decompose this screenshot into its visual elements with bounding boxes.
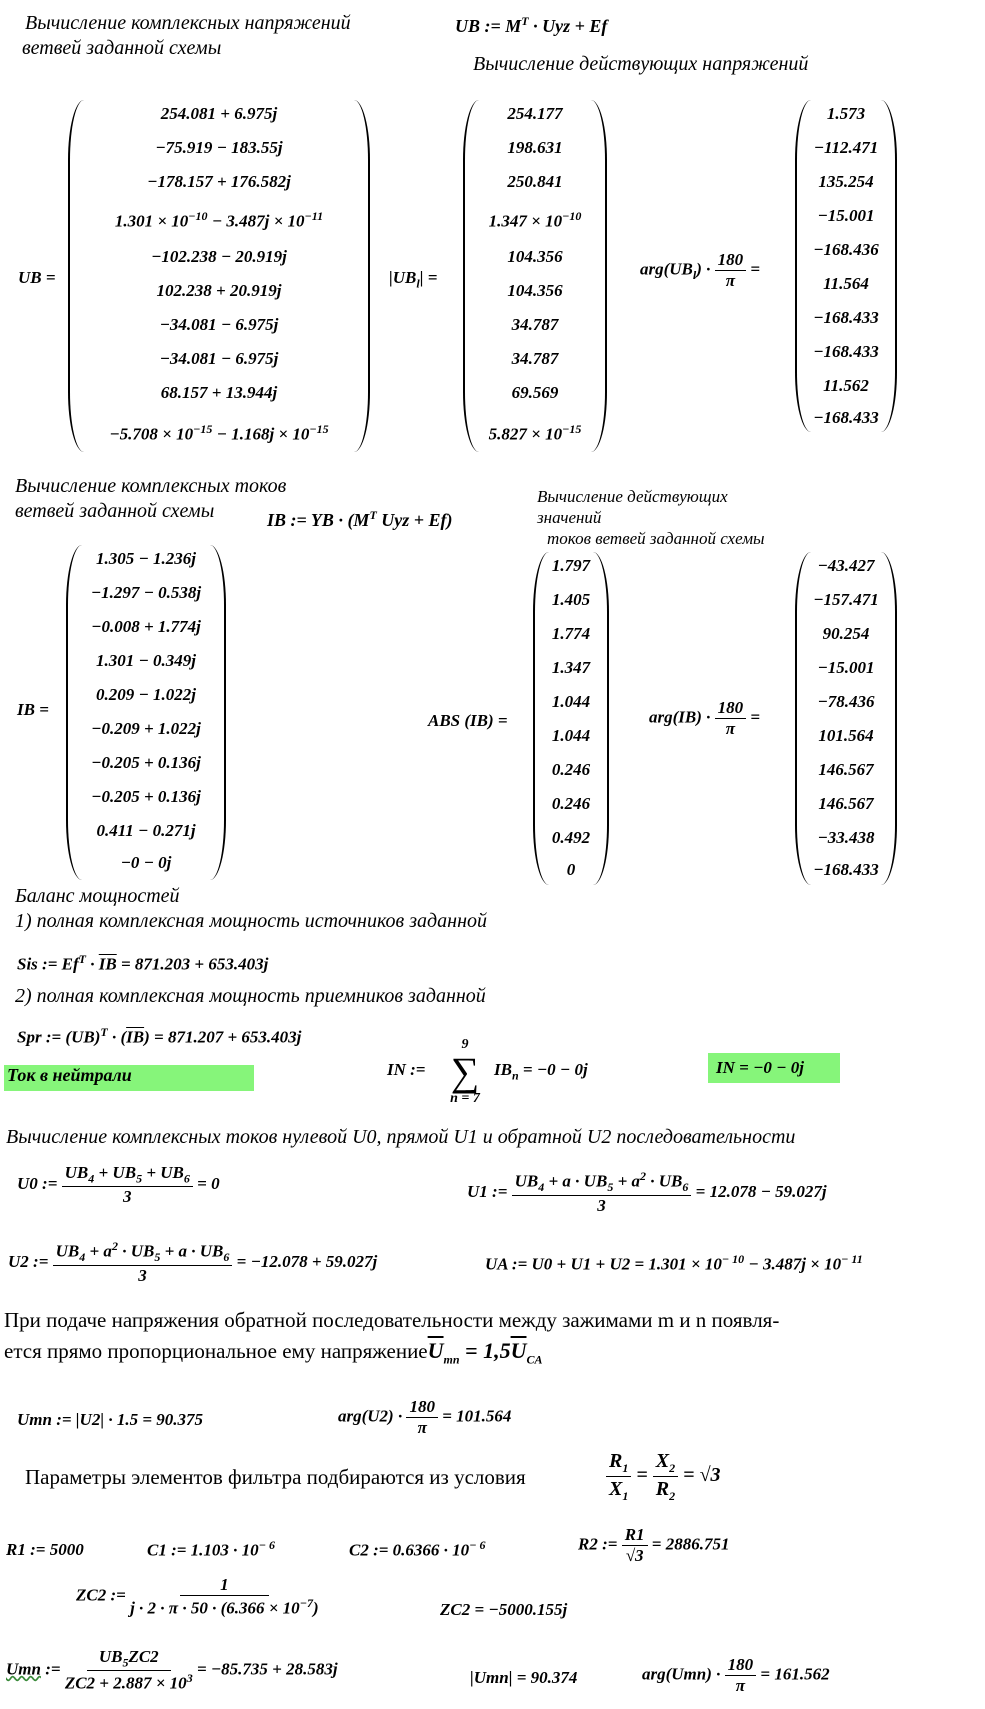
matrix-cell: 135.254 xyxy=(818,172,874,191)
in-hl-value: −0 − 0j xyxy=(753,1058,804,1077)
heading-neutral-current: Ток в нейтрали xyxy=(4,1065,254,1091)
matrix-cell: 0.246 xyxy=(551,794,591,813)
formula-ib-def: IB := YB · ($M^T$ Uyz + Ef) xyxy=(267,508,453,530)
matrix-cell: −168.433 xyxy=(813,342,879,361)
matrix-cell: −15.001 xyxy=(817,206,875,225)
matrix-cell: 101.564 xyxy=(818,726,874,745)
heading-power-balance: Баланс мощностей xyxy=(15,885,180,907)
matrix-cell: 68.157 + 13.944j xyxy=(160,383,278,402)
matrix-cell: 1.044 xyxy=(551,692,591,711)
paragraph-filter: Параметры элементов фильтра подбираются из условия xyxy=(25,1465,526,1489)
matrix-cell: 34.787 xyxy=(511,315,559,334)
matrix-cell: −168.433 xyxy=(813,408,879,427)
sis-value: 871.203 + 653.403j xyxy=(134,954,269,974)
matrix-ib-abs xyxy=(533,552,609,885)
formula-ub-def: UB := $M^T$ · Uyz + Ef xyxy=(455,14,608,36)
heading-source-power: 1) полная комплексная мощность источников заданной xyxy=(15,910,487,932)
heading-effective-currents-3: токов ветвей заданной схемы xyxy=(547,529,765,548)
matrix-cell: 0.209 − 1.022j xyxy=(95,685,197,704)
formula-spr: Spr := $(UB)^T \cdot (\overline{IB}) = 871.207 + 653.403j$ xyxy=(17,1025,302,1047)
formula-umn-2: Umn := $\frac{UB_5ZC2}{ZC2 + 2.887 \times 10^3}$ = −85.735 + 28.583j xyxy=(6,1647,338,1693)
matrix-cell: −157.471 xyxy=(813,590,879,609)
matrix-cell: $-5.708 \times 10^{-15} - 1.168j \times 10^{-15}$ xyxy=(109,422,329,444)
paragraph-reverse-seq-2: ется прямо пропорциональное ему $напряжение\overline{U}_{mn} = 1,5\overline{U}_{CA}$ xyxy=(4,1338,543,1367)
formula-arg-umn: arg(Umn) · $\frac{180}{\pi}$ = 161.562 xyxy=(642,1655,830,1695)
matrix-cell: 1.797 xyxy=(551,556,591,575)
matrix-cell: −34.081 − 6.975j xyxy=(159,315,279,334)
formula-u1: U1 := $\frac{UB_4 + a \cdot UB_5 + a^2 \cdot UB_6}{3}$ = 12.078 − 59.027j xyxy=(467,1169,827,1215)
label-ub-abs: $|UB_l|$ = xyxy=(389,268,438,291)
matrix-cell: −34.081 − 6.975j xyxy=(159,349,279,368)
matrix-cell: −33.438 xyxy=(817,828,875,847)
spr-value: 871.207 + 653.403j xyxy=(167,1027,302,1047)
heading-complex-currents-2: ветвей заданной схемы xyxy=(15,500,215,522)
matrix-cell: −43.427 xyxy=(817,556,875,575)
matrix-cell: 1.573 xyxy=(826,104,866,123)
matrix-cell: −168.436 xyxy=(813,240,879,259)
formula-c1: C1 := $1.103 \cdot 10^{- 6}$ xyxy=(147,1538,275,1560)
zc2-value: −5000.155j xyxy=(488,1600,568,1619)
label-ub: UB = xyxy=(18,268,56,287)
matrix-cell: $1.347 \times 10^{-10}$ xyxy=(488,209,582,231)
formula-u0: U0 := $\frac{UB_4 + UB_5 + UB_6}{3}$ = 0 xyxy=(17,1163,220,1207)
u0-value: 0 xyxy=(211,1174,220,1194)
matrix-cell: 0.246 xyxy=(551,760,591,779)
r2-value: 2886.751 xyxy=(665,1534,730,1554)
u2-value: −12.078 + 59.027j xyxy=(250,1252,378,1272)
matrix-cell: −102.238 − 20.919j xyxy=(151,247,287,266)
matrix-cell: 1.301 − 0.349j xyxy=(95,651,197,670)
formula-umn: Umn := |U2| · 1.5 = 90.375 xyxy=(17,1410,204,1429)
matrix-cell: 1.044 xyxy=(551,726,591,745)
matrix-cell: −1.297 − 0.538j xyxy=(90,583,202,602)
heading-complex-voltages-2: ветвей заданной схемы xyxy=(22,37,222,59)
matrix-cell: 90.254 xyxy=(822,624,870,643)
matrix-cell: −168.433 xyxy=(813,308,879,327)
label-ib-abs: ABS (IB) = xyxy=(428,711,508,730)
formula-zc2-def: ZC2 := $\frac{1}{j \cdot 2 \cdot \pi \cdot 50 \cdot (6.366 \times 10^{-7})}$ xyxy=(76,1575,319,1618)
matrix-ib-arg xyxy=(795,552,897,885)
arg-u2-value: 101.564 xyxy=(456,1406,512,1426)
matrix-cell: 11.562 xyxy=(823,376,869,395)
matrix-ib xyxy=(66,545,226,880)
matrix-ub-arg xyxy=(795,100,897,432)
umn-value: 90.375 xyxy=(156,1410,204,1429)
matrix-cell: 254.081 + 6.975j xyxy=(160,104,278,123)
matrix-cell: 102.238 + 20.919j xyxy=(156,281,282,300)
matrix-cell: −112.471 xyxy=(813,138,879,157)
matrix-ub-abs xyxy=(463,100,607,452)
label-ib-arg: arg(IB) · $\frac{180}{\pi}$ = xyxy=(649,698,761,738)
matrix-cell: −0.205 + 0.136j xyxy=(91,753,201,772)
formula-filter-condition: $\frac{R_1}{X_1}$ = $\frac{X_2}{R_2}$ = √3 xyxy=(606,1450,720,1503)
formula-in-sum: $IB_n = -0 - 0j$ xyxy=(494,1060,588,1083)
matrix-cell: 146.567 xyxy=(818,760,874,779)
formula-in-label: IN := xyxy=(387,1060,426,1079)
label-ub-arg: $arg(UB_l)$ · $\frac{180}{\pi}$ = xyxy=(640,250,761,290)
formula-arg-u2: arg(U2) · $\frac{180}{\pi}$ = 101.564 xyxy=(338,1397,512,1437)
matrix-cell: −0.209 + 1.022j xyxy=(91,719,201,738)
matrix-cell: −0.008 + 1.774j xyxy=(91,617,201,636)
heading-effective-currents-2: значений xyxy=(537,508,602,527)
matrix-cell: 1.405 xyxy=(551,590,591,609)
matrix-cell: 34.787 xyxy=(511,349,559,368)
matrix-cell: 104.356 xyxy=(507,281,563,300)
matrix-cell: −15.001 xyxy=(817,658,875,677)
formula-r2: R2 := $\frac{R1}{√3}$ = 2886.751 xyxy=(578,1525,730,1565)
matrix-cell: 69.569 xyxy=(511,383,559,402)
matrix-cell: 1.774 xyxy=(551,624,591,643)
matrix-cell: −0.205 + 0.136j xyxy=(91,787,201,806)
matrix-cell: 198.631 xyxy=(507,138,563,157)
matrix-cell: 0.492 xyxy=(551,828,591,847)
heading-sequences: Вычисление комплексных токов нулевой U0, прямой U1 и обратной U2 последовательности xyxy=(6,1126,796,1148)
u1-value: 12.078 − 59.027j xyxy=(709,1182,827,1202)
formula-umn-abs: |Umn| = 90.374 xyxy=(470,1668,578,1687)
matrix-cell: 146.567 xyxy=(818,794,874,813)
matrix-cell: −78.436 xyxy=(817,692,875,711)
heading-effective-voltages: Вычисление действующих напряжений xyxy=(473,53,809,75)
heading-complex-currents: Вычисление комплексных токов xyxy=(15,475,287,497)
in-sum-value: −0 − 0j xyxy=(536,1060,588,1079)
heading-effective-currents: Вычисление действующих xyxy=(537,487,728,506)
matrix-cell: 104.356 xyxy=(507,247,563,266)
umn2-value: −85.735 + 28.583j xyxy=(210,1659,338,1679)
r1-value: 5000 xyxy=(49,1540,84,1559)
matrix-ub xyxy=(68,100,370,452)
formula-r1: R1 := 5000 xyxy=(6,1540,84,1559)
matrix-cell: 0 xyxy=(566,860,576,879)
matrix-cell: 1.305 − 1.236j xyxy=(95,549,197,568)
heading-receiver-power: 2) полная комплексная мощность приемников заданной xyxy=(15,985,486,1007)
matrix-cell: −0 − 0j xyxy=(120,853,172,872)
heading-complex-voltages: Вычисление комплексных напряжений xyxy=(25,12,351,34)
matrix-cell: $1.301 \times 10^{-10} - 3.487j \times 10^{-11}$ xyxy=(114,209,324,231)
matrix-cell: $5.827 \times 10^{-15}$ xyxy=(488,422,582,444)
in-result-highlight: IN = −0 − 0j xyxy=(708,1053,840,1083)
formula-u2: U2 := $\frac{UB_4 + a^2 \cdot UB_5 + a \cdot UB_6}{3}$ = −12.078 + 59.027j xyxy=(8,1239,378,1285)
umn-abs-value: 90.374 xyxy=(530,1668,578,1687)
formula-ua: UA := $U0 + U1 + U2 = 1.301 \times 10^{- 10} - 3.487j \times 10^{- 11}$ xyxy=(485,1252,863,1274)
formula-zc2-value: ZC2 = −5000.155j xyxy=(440,1600,568,1619)
arg-umn-value: 161.562 xyxy=(774,1664,830,1684)
matrix-cell: 1.347 xyxy=(551,658,591,677)
matrix-cell: −168.433 xyxy=(813,860,879,879)
matrix-cell: −75.919 − 183.55j xyxy=(155,138,283,157)
formula-c2: C2 := $0.6366 \cdot 10^{- 6}$ xyxy=(349,1538,486,1560)
sum-symbol: 9 ∑ n = 7 xyxy=(450,1037,480,1106)
matrix-cell: −178.157 + 176.582j xyxy=(147,172,291,191)
matrix-cell: 254.177 xyxy=(507,104,563,123)
matrix-cell: 250.841 xyxy=(507,172,563,191)
matrix-cell: 11.564 xyxy=(823,274,869,293)
label-ib: IB = xyxy=(17,700,49,719)
formula-sis: Sis := $Ef^T \cdot \overline{IB} = 871.203 + 653.403j$ xyxy=(17,952,269,974)
matrix-cell: 0.411 − 0.271j xyxy=(96,821,196,840)
paragraph-reverse-seq: При подаче напряжения обратной последовательности между зажимами m и n появля- xyxy=(4,1308,780,1332)
